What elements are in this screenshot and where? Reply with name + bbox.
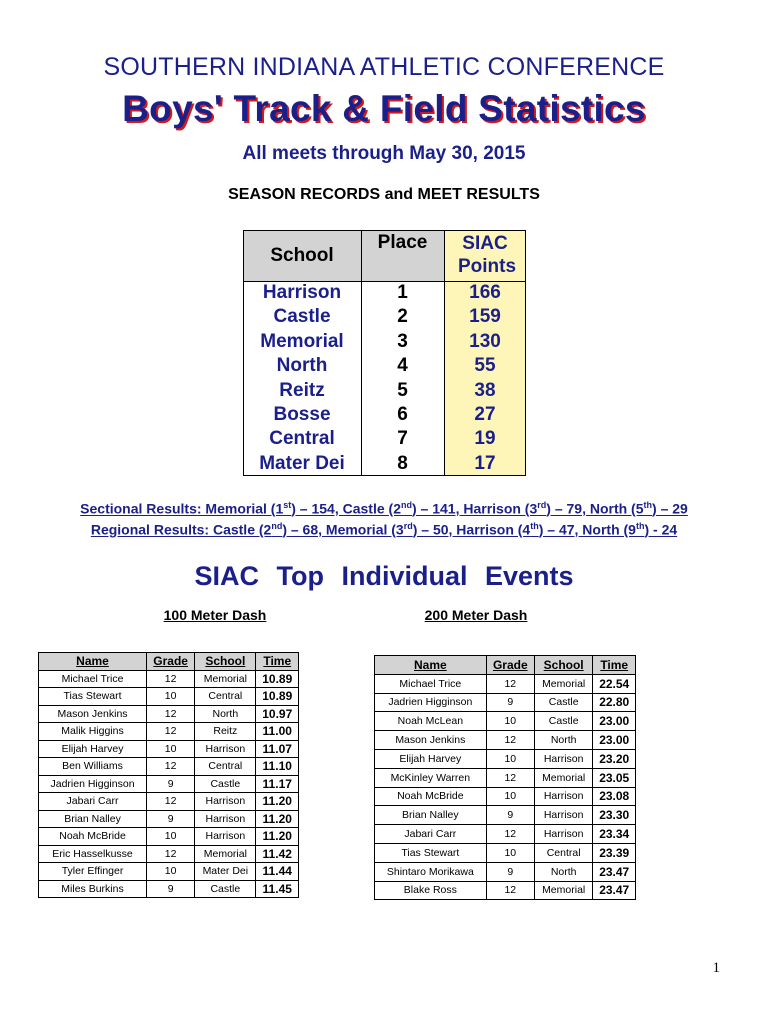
time: 11.45 — [256, 880, 299, 898]
grade: 12 — [486, 825, 534, 844]
conference-heading: SOUTHERN INDIANA ATHLETIC CONFERENCE — [103, 53, 665, 81]
grade: 9 — [147, 880, 195, 898]
athlete-name: Jadrien Higginson — [39, 775, 147, 793]
table-rule — [243, 230, 244, 476]
athlete-name: Noah McLean — [375, 712, 487, 731]
table-row — [39, 863, 299, 881]
grade: 12 — [486, 674, 534, 693]
column-header-time: Time — [256, 653, 299, 671]
grade: 12 — [486, 881, 534, 900]
table-row — [375, 693, 636, 712]
table-rule — [444, 230, 445, 476]
table-row — [39, 758, 299, 776]
table-rule — [243, 230, 526, 231]
page-number: 1 — [712, 960, 720, 976]
time: 11.44 — [256, 863, 299, 881]
table-row — [39, 705, 299, 723]
school: Harrison — [534, 749, 593, 768]
table-row — [39, 845, 299, 863]
athlete-name: Mason Jenkins — [375, 731, 487, 750]
school: Harrison — [195, 810, 256, 828]
athlete-name: Michael Trice — [39, 670, 147, 688]
school: Memorial — [195, 670, 256, 688]
grade: 10 — [486, 787, 534, 806]
ordinal-suffix: th — [530, 521, 539, 531]
standings-place: 1 — [397, 282, 408, 303]
time: 11.20 — [256, 828, 299, 846]
standings-school: Bosse — [273, 404, 331, 425]
column-header-name: Name — [39, 653, 147, 671]
table-row — [375, 787, 636, 806]
standings-points: 130 — [444, 330, 526, 354]
ordinal-suffix: rd — [537, 500, 547, 510]
ordinal-suffix: th — [643, 500, 653, 510]
grade: 10 — [147, 863, 195, 881]
grade: 12 — [147, 723, 195, 741]
athlete-name: Tias Stewart — [375, 843, 487, 862]
standings-place: 3 — [397, 330, 408, 352]
ordinal-suffix: rd — [403, 521, 413, 531]
standings-points: 159 — [444, 305, 526, 329]
grade: 10 — [486, 712, 534, 731]
grade: 10 — [147, 688, 195, 706]
table-row — [375, 749, 636, 768]
time: 11.00 — [256, 723, 299, 741]
school: Central — [534, 843, 593, 862]
table-row — [39, 723, 299, 741]
grade: 12 — [147, 758, 195, 776]
time: 11.20 — [256, 793, 299, 811]
athlete-name: Ben Williams — [39, 758, 147, 776]
standings-school: Reitz — [279, 379, 325, 401]
event-title-100m: 100 Meter Dash — [163, 607, 267, 623]
table-row — [39, 880, 299, 898]
table-row — [39, 688, 299, 706]
time: 11.07 — [256, 740, 299, 758]
table-rule — [525, 230, 526, 476]
time: 23.08 — [593, 787, 636, 806]
time: 10.89 — [256, 688, 299, 706]
grade: 9 — [486, 862, 534, 881]
school: North — [534, 862, 593, 881]
grade: 9 — [486, 806, 534, 825]
school: Memorial — [534, 881, 593, 900]
time: 23.47 — [593, 862, 636, 881]
table-row — [375, 843, 636, 862]
grade: 12 — [147, 793, 195, 811]
grade: 12 — [147, 845, 195, 863]
standings-school: Mater Dei — [259, 452, 345, 474]
standings-place: 5 — [397, 379, 408, 401]
table-row — [375, 825, 636, 844]
athlete-name: Miles Burkins — [39, 880, 147, 898]
time: 23.47 — [593, 881, 636, 900]
time: 23.39 — [593, 843, 636, 862]
school: Harrison — [534, 787, 593, 806]
table-header-row — [375, 656, 636, 675]
school: Central — [195, 688, 256, 706]
standings-points: 17 — [444, 452, 526, 476]
standings-place: 4 — [397, 355, 408, 377]
grade: 9 — [147, 810, 195, 828]
grade: 10 — [486, 749, 534, 768]
standings-school: Central — [269, 428, 335, 450]
regional-results: Regional Results: Castle (2nd) – 68, Memorial (3rd) – 50, Harrison (4th) – 47, North (9th) - 24 — [90, 521, 678, 538]
athlete-name: Jabari Carr — [39, 793, 147, 811]
table-row — [375, 806, 636, 825]
time: 23.20 — [593, 749, 636, 768]
column-header-name: Name — [375, 656, 487, 675]
table-row — [39, 775, 299, 793]
time: 10.89 — [256, 670, 299, 688]
standings-header-points: SIAC Points — [444, 230, 526, 281]
table-row — [375, 881, 636, 900]
sectional-results: Sectional Results: Memorial (1st) – 154, Castle (2nd) – 141, Harrison (3rd) – 79, North (5th) – 29 — [80, 500, 688, 517]
athlete-name: Noah McBride — [375, 787, 487, 806]
athlete-name: Michael Trice — [375, 674, 487, 693]
school: Harrison — [195, 828, 256, 846]
grade: 9 — [486, 693, 534, 712]
standings-points: 38 — [444, 379, 526, 403]
school: Harrison — [534, 825, 593, 844]
athlete-name: Eric Hasselkusse — [39, 845, 147, 863]
grade: 12 — [486, 731, 534, 750]
date-subtitle: All meets through May 30, 2015 — [242, 143, 526, 164]
grade: 12 — [147, 670, 195, 688]
ordinal-suffix: st — [283, 500, 292, 510]
table-row — [375, 674, 636, 693]
school: Castle — [534, 712, 593, 731]
grade: 10 — [147, 828, 195, 846]
school: Memorial — [534, 674, 593, 693]
table-rule — [361, 230, 362, 476]
ordinal-suffix: nd — [400, 500, 412, 510]
standings-place: 2 — [397, 306, 408, 328]
grade: 10 — [486, 843, 534, 862]
athlete-name: McKinley Warren — [375, 768, 487, 787]
standings-points: 166 — [444, 281, 526, 305]
time: 10.97 — [256, 705, 299, 723]
records-heading: SEASON RECORDS and MEET RESULTS — [228, 186, 540, 203]
standings-points: 27 — [444, 403, 526, 427]
table-row — [39, 810, 299, 828]
school: Memorial — [534, 768, 593, 787]
school: Harrison — [195, 793, 256, 811]
school: North — [534, 731, 593, 750]
results-table-200m — [374, 655, 636, 900]
school: Harrison — [534, 806, 593, 825]
school: Harrison — [195, 740, 256, 758]
standings-school: North — [276, 355, 328, 377]
time: 22.54 — [593, 674, 636, 693]
table-row — [375, 731, 636, 750]
school: North — [195, 705, 256, 723]
athlete-name: Jabari Carr — [375, 825, 487, 844]
individual-events-heading: SIAC Top Individual Events — [194, 561, 574, 591]
column-header-time: Time — [593, 656, 636, 675]
results-table-100m — [38, 652, 299, 898]
athlete-name: Noah McBride — [39, 828, 147, 846]
table-row — [375, 862, 636, 881]
athlete-name: Elijah Harvey — [39, 740, 147, 758]
time: 23.30 — [593, 806, 636, 825]
standings-school: Harrison — [262, 282, 342, 303]
table-row — [39, 670, 299, 688]
standings-points: 19 — [444, 427, 526, 451]
school: Reitz — [195, 723, 256, 741]
table-header-row — [39, 653, 299, 671]
athlete-name: Tyler Effinger — [39, 863, 147, 881]
column-header-grade: Grade — [486, 656, 534, 675]
page-title: Boys' Track & Field Statistics — [122, 88, 646, 129]
time: 11.20 — [256, 810, 299, 828]
standings-school: Castle — [273, 306, 331, 328]
grade: 12 — [147, 705, 195, 723]
column-header-school: School — [195, 653, 256, 671]
athlete-name: Brian Nalley — [375, 806, 487, 825]
school: Central — [195, 758, 256, 776]
school: Castle — [534, 693, 593, 712]
school: Mater Dei — [195, 863, 256, 881]
athlete-name: Shintaro Morikawa — [375, 862, 487, 881]
time: 11.10 — [256, 758, 299, 776]
school: Castle — [195, 880, 256, 898]
grade: 10 — [147, 740, 195, 758]
time: 11.17 — [256, 775, 299, 793]
table-row — [375, 712, 636, 731]
standings-header-school: School — [243, 230, 361, 281]
standings-place: 8 — [397, 452, 408, 474]
ordinal-suffix: th — [635, 521, 645, 531]
time: 11.42 — [256, 845, 299, 863]
column-header-school: School — [534, 656, 593, 675]
table-rule — [243, 281, 526, 282]
standings-place: 7 — [397, 428, 408, 450]
grade: 12 — [486, 768, 534, 787]
athlete-name: Blake Ross — [375, 881, 487, 900]
grade: 9 — [147, 775, 195, 793]
time: 23.05 — [593, 768, 636, 787]
standings-school: Memorial — [260, 330, 344, 352]
standings-place: 6 — [397, 404, 408, 425]
event-title-200m: 200 Meter Dash — [424, 607, 528, 623]
standings-header-place: Place — [361, 230, 444, 281]
time: 23.00 — [593, 712, 636, 731]
time: 23.34 — [593, 825, 636, 844]
athlete-name: Malik Higgins — [39, 723, 147, 741]
athlete-name: Elijah Harvey — [375, 749, 487, 768]
ordinal-suffix: nd — [271, 521, 283, 531]
athlete-name: Jadrien Higginson — [375, 693, 487, 712]
table-row — [375, 768, 636, 787]
table-row — [39, 793, 299, 811]
school: Castle — [195, 775, 256, 793]
table-row — [39, 740, 299, 758]
time: 23.00 — [593, 731, 636, 750]
athlete-name: Tias Stewart — [39, 688, 147, 706]
athlete-name: Mason Jenkins — [39, 705, 147, 723]
table-row — [39, 828, 299, 846]
athlete-name: Brian Nalley — [39, 810, 147, 828]
school: Memorial — [195, 845, 256, 863]
standings-points: 55 — [444, 354, 526, 378]
column-header-grade: Grade — [147, 653, 195, 671]
standings-table — [243, 230, 526, 476]
time: 22.80 — [593, 693, 636, 712]
table-rule — [243, 475, 526, 476]
